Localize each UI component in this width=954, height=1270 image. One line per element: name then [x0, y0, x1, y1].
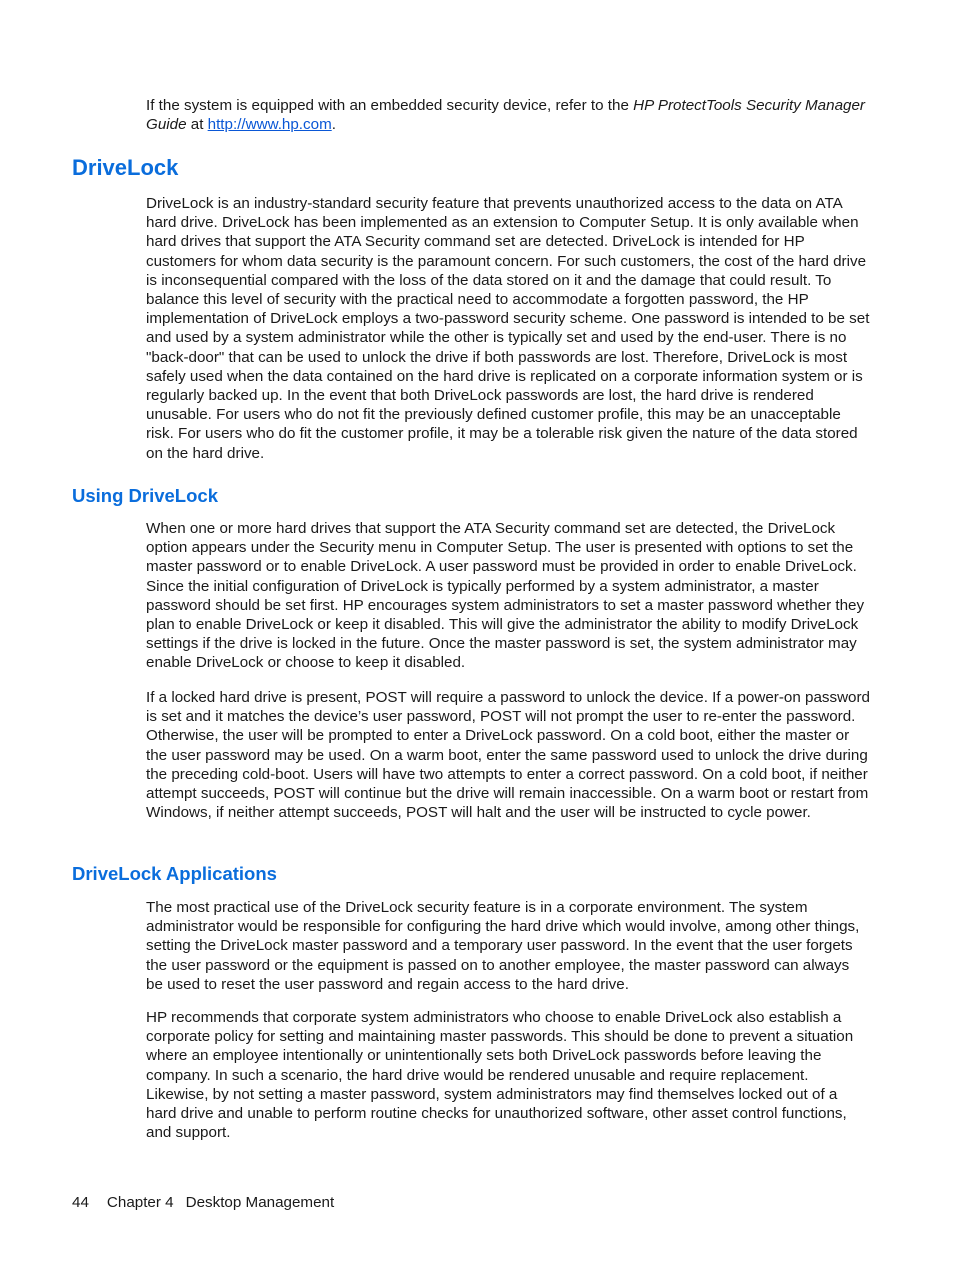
using-drivelock-paragraph-1: When one or more hard drives that support the ATA Security command set are detected, the DriveLock option appears under the Security menu in Computer Setup. The user is presented with options to set the master password or to enable DriveLock. A user password must be provided in order to enable DriveLock. Since the initial configuration of DriveLock is typically performed by a system administrator, a master password should be set first. HP encourages system administrators to set a master password whether they plan to enable DriveLock or keep it disabled. This will give the administrator the ability to modify DriveLock settings if the drive is locked in the future. Once the master password is set, the system administrator may enable DriveLock or choose to keep it disabled.: [146, 520, 865, 672]
drivelock-paragraph: DriveLock is an industry-standard security feature that prevents unauthorized access to the data on ATA hard drive. DriveLock has been implemented as an extension to Computer Setup. It is only available when hard drives that support the ATA Security command set are detected. DriveLock is intended for HP customers for whom data security is the paramount concern. For such customers, the cost of the hard drive is inconsequential compared with the loss of the data stored on it and the damage that could result. To balance this level of security with the practical need to accommodate a forgotten password, the HP implementation of DriveLock employs a two-password security scheme. One password is intended to be set and used by a system administrator while the other is typically set and used by the end-user. There is no "back-door" that can be used to unlock the drive if both passwords are lost. Therefore, DriveLock is most safely used when the data contained on the hard drive is replicated on a corporate information system or is regularly backed up. In the event that both DriveLock passwords are lost, the hard drive is rendered unusable. For users who do not fit the previously defined customer profile, this may be an unacceptable risk. For users who do fit the customer profile, it may be a tolerable risk given the nature of the data stored on the hard drive.: [146, 195, 870, 462]
intro-text-before: If the system is equipped with an embedded security device, refer to the: [146, 97, 634, 114]
page-footer: [72, 1193, 334, 1212]
using-drivelock-paragraph-2: If a locked hard drive is present, POST will require a password to unlock the device. If a power-on password is set and it matches the device’s user password, POST will not prompt the user to re-enter the password. Otherwise, the user will be prompted to enter a DriveLock password. On a cold boot, either the master or the user password may be used. On a warm boot, enter the same password used to unlock the drive during the preceding cold-boot. Users will have two attempts to enter a correct password. On a cold boot, if neither attempt succeeds, POST will continue but the drive will remain inaccessible. On a warm boot or restart from Windows, if neither attempt succeeds, POST will halt and the user will be instructed to cycle power.: [146, 689, 871, 822]
drivelock-applications-heading: DriveLock Applications: [72, 863, 277, 884]
intro-paragraph: [146, 96, 870, 134]
drivelock-heading: DriveLock: [72, 155, 179, 180]
hp-website-link[interactable]: http://www.hp.com: [207, 116, 332, 134]
intro-text-middle: at: [186, 116, 208, 134]
intro-text-after: .: [331, 116, 336, 134]
footer-chapter: Chapter 4: [106, 1194, 174, 1211]
drivelock-applications-paragraph-2: HP recommends that corporate system administrators who choose to enable DriveLock also establish a corporate policy for setting and maintaining master passwords. This should be done to prevent a situation where an employee intentionally or unintentionally sets both DriveLock passwords before leaving the company. In such a scenario, the hard drive would be rendered unusable and require replacement. Likewise, by not setting a master password, system administrators may find themselves locked out of a hard drive and unable to perform routine checks for unauthorized software, other asset control functions, and support.: [146, 1009, 854, 1142]
guide-title: HP ProtectTools Security Manager Guide: [146, 97, 865, 134]
footer-chapter-title: Desktop Management: [185, 1194, 335, 1211]
drivelock-applications-paragraph-1: The most practical use of the DriveLock security feature is in a corporate environment. The system administrator would be responsible for configuring the hard drive which would involve, among other things, setting the DriveLock master password and a temporary user password. In the event that the user forgets the user password or the equipment is passed on to another employee, the master password can always be used to reset the user password and regain access to the hard drive.: [146, 899, 860, 993]
using-drivelock-heading: Using DriveLock: [72, 485, 218, 506]
page-number: 44: [72, 1194, 89, 1211]
